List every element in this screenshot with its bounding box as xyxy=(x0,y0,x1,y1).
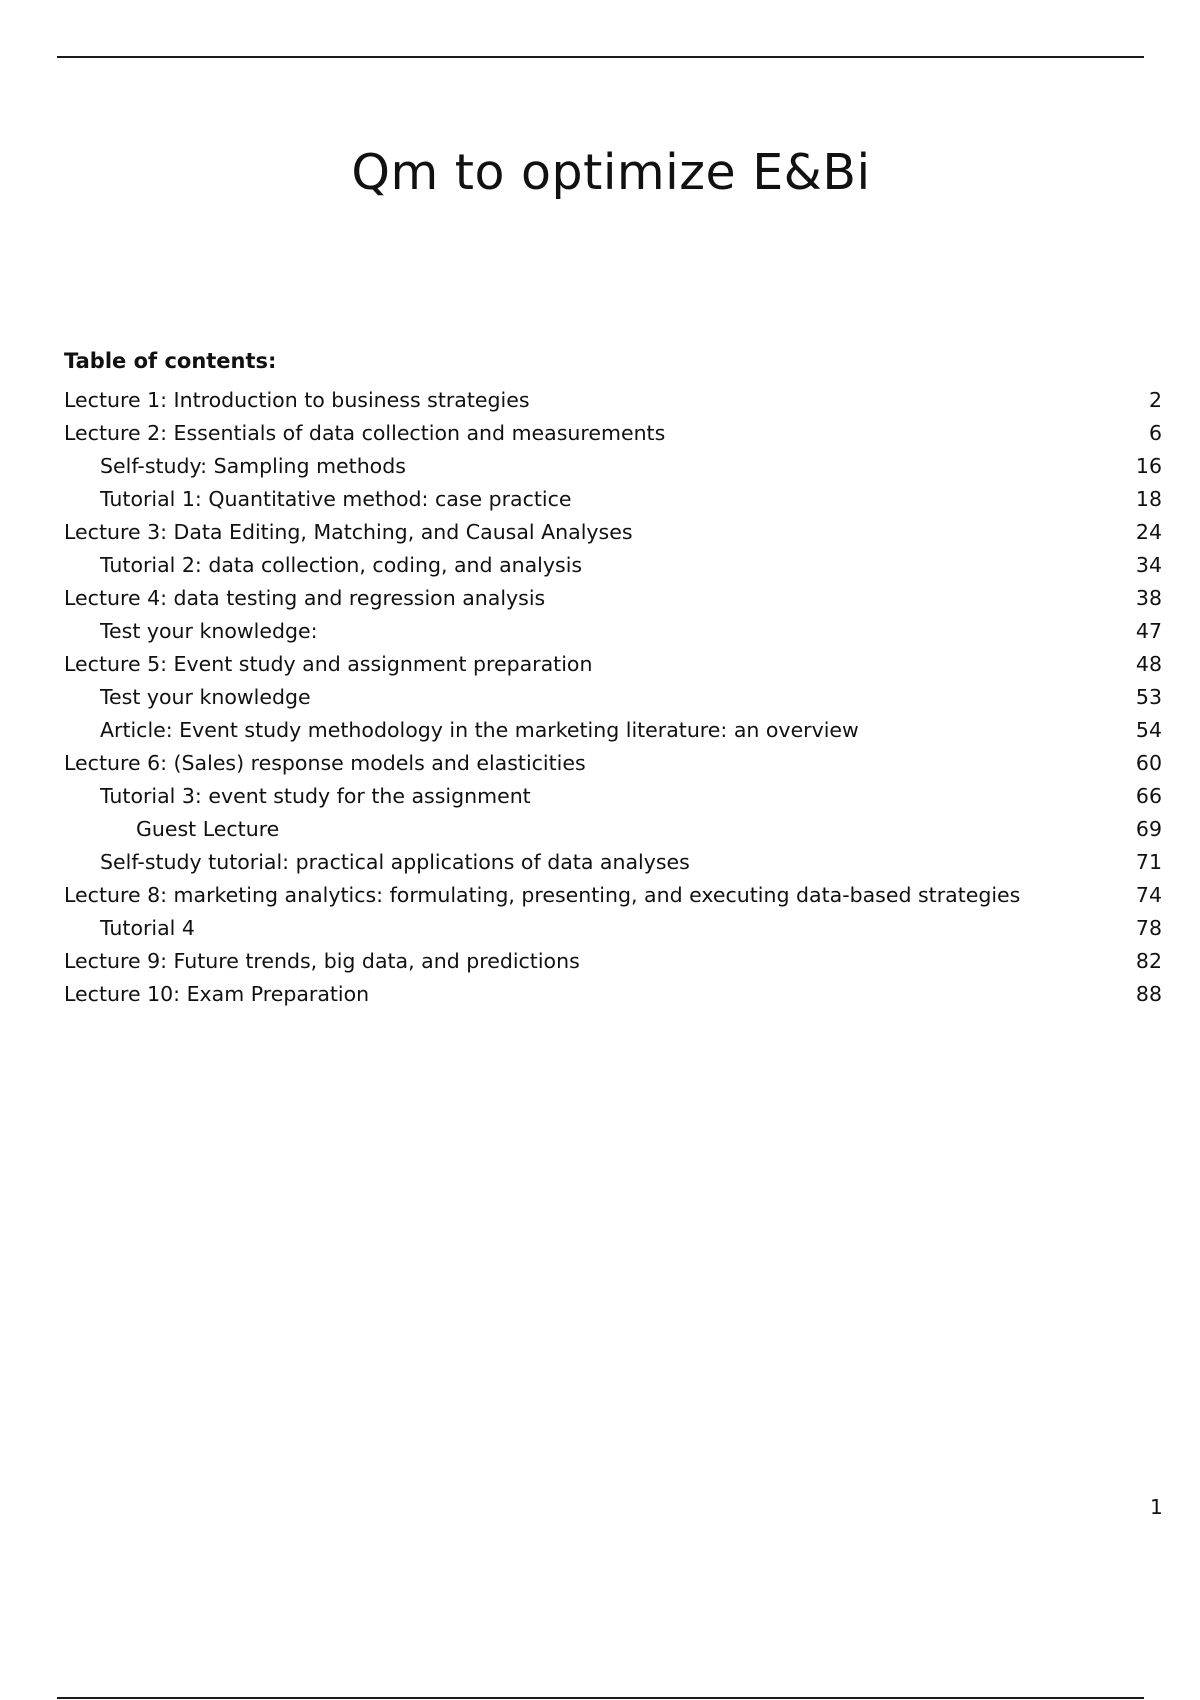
toc-heading: Table of contents: xyxy=(64,349,277,373)
toc-entry[interactable] xyxy=(64,945,1162,978)
toc-entry-label: Tutorial 2: data collection, coding, and analysis xyxy=(100,553,583,577)
toc-entry[interactable] xyxy=(64,780,1162,813)
toc-entry-label: Lecture 5: Event study and assignment preparation xyxy=(64,652,593,676)
toc-entry[interactable] xyxy=(64,813,1162,846)
toc-entry-label: Lecture 2: Essentials of data collection and measurements xyxy=(64,421,666,445)
toc-entry-label: Article: Event study methodology in the marketing literature: an overview xyxy=(100,718,859,742)
toc-entry[interactable] xyxy=(64,417,1162,450)
toc-entry[interactable] xyxy=(64,450,1162,483)
toc-entry-label: Self-study: Sampling methods xyxy=(100,454,406,478)
toc-entry-label: Test your knowledge xyxy=(100,685,311,709)
toc-entry[interactable] xyxy=(64,483,1162,516)
toc-entry-label: Lecture 8: marketing analytics: formulating, presenting, and executing data-based strategies xyxy=(64,883,1021,907)
toc-entry[interactable] xyxy=(64,615,1162,648)
toc-entry-page: 16 xyxy=(1135,454,1162,478)
page-number: 1 xyxy=(1150,1495,1163,1519)
toc-entry-label: Self-study tutorial: practical applications of data analyses xyxy=(100,850,690,874)
toc-entry-page: 2 xyxy=(1148,388,1162,412)
toc-entry[interactable] xyxy=(64,549,1162,582)
toc-entry-page: 34 xyxy=(1135,553,1162,577)
toc-entry-page: 6 xyxy=(1148,421,1162,445)
toc-entry[interactable] xyxy=(64,747,1162,780)
toc-entry-label: Lecture 6: (Sales) response models and elasticities xyxy=(64,751,586,775)
table-of-contents xyxy=(64,346,1162,1011)
toc-entry-page: 69 xyxy=(1135,817,1162,841)
header-rule xyxy=(57,56,1144,58)
toc-entry-label: Lecture 4: data testing and regression analysis xyxy=(64,586,546,610)
toc-entry-page: 18 xyxy=(1135,487,1162,511)
toc-entry-page: 88 xyxy=(1135,982,1162,1006)
toc-entry[interactable] xyxy=(64,582,1162,615)
toc-entry-label: Lecture 1: Introduction to business strategies xyxy=(64,388,530,412)
toc-entry[interactable] xyxy=(64,978,1162,1011)
toc-entry-page: 38 xyxy=(1135,586,1162,610)
toc-entry[interactable] xyxy=(64,912,1162,945)
toc-entry-page: 24 xyxy=(1135,520,1162,544)
toc-entry-label: Tutorial 3: event study for the assignment xyxy=(100,784,531,808)
toc-entry-label: Tutorial 1: Quantitative method: case practice xyxy=(100,487,572,511)
footer-rule xyxy=(57,1697,1144,1699)
toc-entry-label: Guest Lecture xyxy=(136,817,280,841)
toc-entry-page: 47 xyxy=(1135,619,1162,643)
toc-entry-page: 48 xyxy=(1135,652,1162,676)
toc-entry-page: 74 xyxy=(1135,883,1162,907)
toc-entry[interactable] xyxy=(64,879,1162,912)
toc-entry-page: 66 xyxy=(1135,784,1162,808)
toc-entry-page: 53 xyxy=(1135,685,1162,709)
document-title: Qm to optimize E&Bi xyxy=(351,144,871,201)
toc-entry-label: Lecture 9: Future trends, big data, and predictions xyxy=(64,949,580,973)
toc-entry-label: Test your knowledge: xyxy=(100,619,318,643)
toc-list xyxy=(64,384,1162,1011)
toc-entry[interactable] xyxy=(64,681,1162,714)
toc-entry-page: 71 xyxy=(1135,850,1162,874)
toc-entry-label: Lecture 3: Data Editing, Matching, and Causal Analyses xyxy=(64,520,633,544)
toc-entry[interactable] xyxy=(64,516,1162,549)
toc-entry-label: Lecture 10: Exam Preparation xyxy=(64,982,370,1006)
toc-entry[interactable] xyxy=(64,846,1162,879)
toc-entry-label: Tutorial 4 xyxy=(100,916,195,940)
toc-entry[interactable] xyxy=(64,648,1162,681)
toc-entry[interactable] xyxy=(64,714,1162,747)
toc-entry[interactable] xyxy=(64,384,1162,417)
toc-entry-page: 82 xyxy=(1135,949,1162,973)
toc-entry-page: 78 xyxy=(1135,916,1162,940)
toc-entry-page: 54 xyxy=(1135,718,1162,742)
toc-entry-page: 60 xyxy=(1135,751,1162,775)
